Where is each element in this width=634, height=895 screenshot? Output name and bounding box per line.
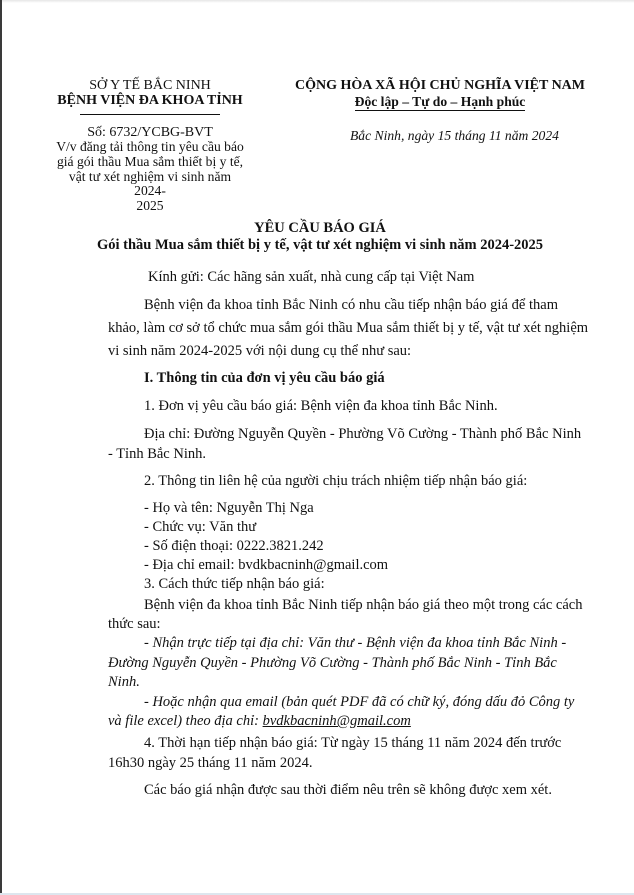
document-subtitle: Gói thầu Mua sắm thiết bị y tế, vật tư xét nghiệm vi sinh năm 2024-2025	[96, 237, 544, 253]
subject-line: V/v đăng tải thông tin yêu cầu báo	[56, 139, 244, 154]
issuer-block	[40, 78, 260, 214]
national-motto: Độc lập – Tự do – Hạnh phúc	[354, 94, 526, 109]
method-email-line	[108, 713, 411, 730]
intro-line: khảo, làm cơ sở tổ chức mua sắm gói thầu Mua sắm thiết bị y tế, vật tư xét nghiệm	[108, 320, 589, 336]
recipient-line: Kính gửi: Các hãng sản xuất, nhà cung cấp tại Việt Nam	[148, 269, 475, 285]
national-header	[290, 78, 590, 111]
receiving-method-heading: 3. Cách thức tiếp nhận báo giá:	[144, 576, 325, 592]
document-number: Số: 6732/YCBG-BVT	[87, 125, 213, 140]
contact-phone: - Số điện thoại: 0222.3821.242	[144, 538, 324, 554]
address-line: - Tỉnh Bắc Ninh.	[108, 446, 206, 462]
deadline-line: 4. Thời hạn tiếp nhận báo giá: Từ ngày 15 tháng 11 năm 2024 đến trước	[144, 735, 562, 751]
contact-email: - Địa chỉ email: bvdkbacninh@gmail.com	[144, 557, 389, 573]
subject-line: 2025	[136, 198, 164, 214]
agency-name: SỞ Y TẾ BẮC NINH	[89, 78, 211, 93]
method-email-text: và file excel) theo địa chỉ:	[108, 713, 263, 729]
method-direct-line: - Nhận trực tiếp tại địa chỉ: Văn thư - Bệnh viện đa khoa tỉnh Bắc Ninh -	[144, 635, 567, 651]
issuer-underline	[80, 114, 220, 115]
subject-line: giá gói thầu Mua sắm thiết bị y tế,	[56, 153, 244, 169]
address-line: Địa chỉ: Đường Nguyễn Quyền - Phường Võ Cường - Thành phố Bắc Ninh	[144, 426, 582, 442]
contact-position: - Chức vụ: Văn thư	[144, 519, 257, 535]
contact-heading: 2. Thông tin liên hệ của người chịu trách nhiệm tiếp nhận báo giá:	[144, 473, 528, 489]
section-heading: I. Thông tin của đơn vị yêu cầu báo giá	[144, 370, 385, 386]
subject-line: vật tư xét nghiệm vi sinh năm 2024-	[68, 168, 232, 199]
closing-note: Các báo giá nhận được sau thời điểm nêu trên sẽ không được xem xét.	[144, 782, 552, 798]
hospital-name: BỆNH VIỆN ĐA KHOA TỈNH	[57, 93, 243, 108]
requesting-unit: 1. Đơn vị yêu cầu báo giá: Bệnh viện đa khoa tỉnh Bắc Ninh.	[144, 398, 498, 414]
document-subject	[55, 140, 245, 214]
document-title: YÊU CẦU BÁO GIÁ	[254, 220, 386, 236]
method-direct-line: Ninh.	[108, 674, 140, 690]
method-email-line: - Hoặc nhận qua email (bản quét PDF đã có chữ ký, đóng dấu đỏ Công ty	[144, 694, 575, 710]
intro-line: vi sinh năm 2024-2025 với nội dung cụ thể như sau:	[108, 343, 412, 359]
intro-line: Bệnh viện đa khoa tỉnh Bắc Ninh có nhu cầu tiếp nhận báo giá để tham	[144, 297, 558, 313]
methods-intro-line: Bệnh viện đa khoa tỉnh Bắc Ninh tiếp nhận báo giá theo một trong các cách	[144, 597, 583, 613]
country-name: CỘNG HÒA XÃ HỘI CHỦ NGHĨA VIỆT NAM	[294, 78, 585, 93]
document-title-block	[60, 220, 580, 254]
place-and-date: Bắc Ninh, ngày 15 tháng 11 năm 2024	[350, 128, 559, 143]
method-direct-line: Đường Nguyễn Quyền - Phường Võ Cường - Thành phố Bắc Ninh - Tỉnh Bắc	[108, 655, 557, 671]
deadline-line: 16h30 ngày 25 tháng 11 năm 2024.	[108, 755, 313, 771]
email-link[interactable]: bvdkbacninh@gmail.com	[262, 713, 411, 729]
contact-name: - Họ và tên: Nguyễn Thị Nga	[144, 500, 314, 516]
methods-intro-line: thức sau:	[108, 616, 161, 632]
